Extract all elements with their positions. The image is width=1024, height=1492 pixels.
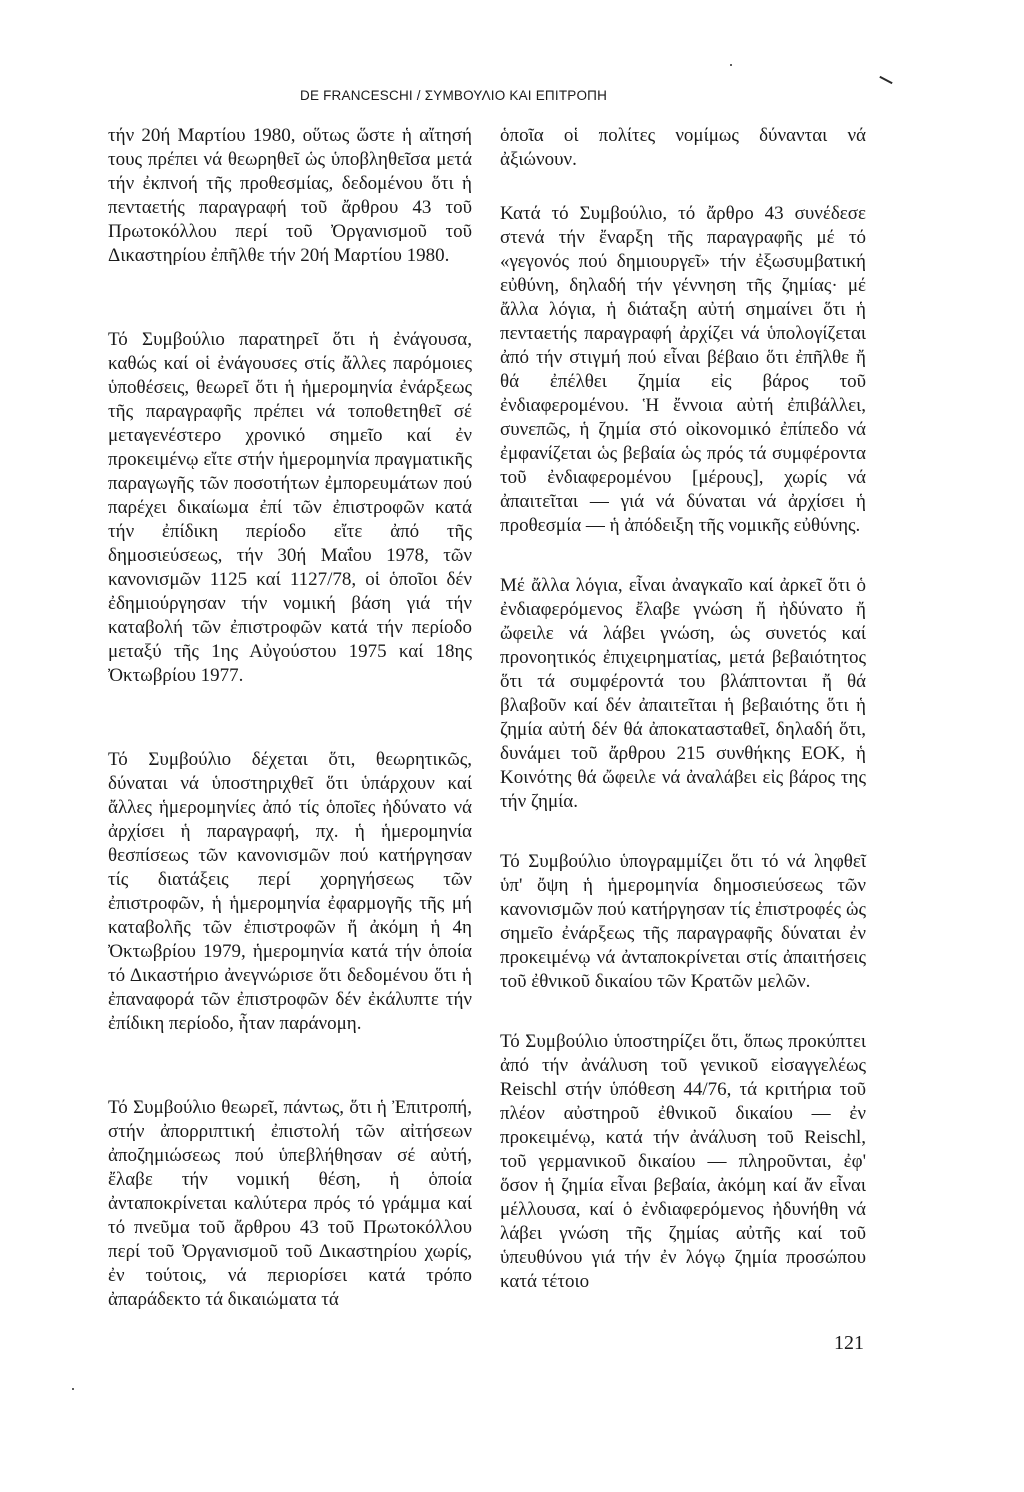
right-paragraph-4: Τό Συμβούλιο ὑπογραμμίζει ὅτι τό νά ληφθεῖ ὑπ' ὄψη ἡ ἡμερομηνία δημοσιεύσεως τῶν κανονισμῶν πού κατήργησαν τίς ἐπιστροφές ὡς σημεῖο ἐνάρξεως τῆς παραγραφῆς δύναται ἐν προκειμένῳ νά ἀνταποκρίνεται στίς ἀπαιτήσεις τοῦ ἐθνικοῦ δικαίου τῶν Κρατῶν μελῶν. bbox=[500, 851, 866, 992]
running-header: DE FRANCESCHI / ΣΥΜΒΟΥΛΙΟ ΚΑΙ ΕΠΙΤΡΟΠΗ bbox=[300, 88, 608, 103]
left-paragraph-2: Τό Συμβούλιο παρατηρεῖ ὅτι ἡ ἐνάγουσα, καθώς καί οἱ ἐνάγουσες στίς ἄλλες παρόμοιες ὑποθέσεις, θεωρεῖ ὅτι ἡ ἡμερομηνία ἐνάρξεως τῆς παραγραφῆς πρέπει νά τοποθετηθεῖ σέ μεταγενέστερο χρονικό σημεῖο καί ἐν προκειμένῳ εἴτε στήν ἡμερομηνία πραγματικῆς παραγωγῆς τῶν ποσοτήτων ἐμπορευμάτων πού παρέχει δικαίωμα ἐπί τῶν ἐπιστροφῶν κατά τήν ἐπίδικη περίοδο εἴτε ἀπό τῆς δημοσιεύσεως, τήν 30ή Μαΐου 1978, τῶν κανονισμῶν 1125 καί 1127/78, οἱ ὁποῖοι δέν ἐδημιούργησαν τήν νομική βάση γιά τήν καταβολή τῶν ἐπιστροφῶν κατά τήν περίοδο μεταξύ τῆς 1ης Αὐγούστου 1975 καί 18ης Ὀκτωβρίου 1977. bbox=[108, 329, 472, 686]
page-number: 121 bbox=[834, 1332, 864, 1354]
scan-speck bbox=[730, 64, 732, 66]
left-paragraph-4: Τό Συμβούλιο θεωρεῖ, πάντως, ὅτι ἡ Ἐπιτροπή, στήν ἀπορριπτική ἐπιστολή τῶν αἰτήσεων ἀποζημιώσεως πού ὑπεβλήθησαν σέ αὐτή, ἔλαβε τήν νομική θέση, ἡ ὁποία ἀνταποκρίνεται καλύτερα πρός τό γράμμα καί τό πνεῦμα τοῦ ἄρθρου 43 τοῦ Πρωτοκόλλου περί τοῦ Ὀργανισμοῦ τοῦ Δικαστηρίου χωρίς, ἐν τούτοις, νά περιορίσει κατά τρόπο ἀπαράδεκτο τά δικαιώματα τά bbox=[108, 1097, 472, 1310]
right-paragraph-5: Τό Συμβούλιο ὑποστηρίζει ὅτι, ὅπως προκύπτει ἀπό τήν ἀνάλυση τοῦ γενικοῦ εἰσαγγελέως Reischl στήν ὑπόθεση 44/76, τά κριτήρια τοῦ πλέον αὐστηροῦ ἐθνικοῦ δικαίου — ἐν προκειμένῳ, κατά τήν ἀνάλυση τοῦ Reischl, τοῦ γερμανικοῦ δικαίου — πληροῦνται, ἐφ' ὅσον ἡ ζημία εἶναι βεβαία, ἀκόμη καί ἄν εἶναι μέλλουσα, καί ὁ ἐνδιαφερόμενος ἠδυνήθη νά λάβει γνώση τῆς ζημίας αὐτῆς καί τοῦ ὑπευθύνου γιά τήν ἐν λόγῳ ζημία προσώπου κατά τέτοιο bbox=[500, 1031, 866, 1292]
scan-speck bbox=[72, 1388, 74, 1390]
scan-mark bbox=[879, 76, 892, 84]
left-column bbox=[108, 124, 472, 1312]
right-paragraph-3: Μέ ἄλλα λόγια, εἶναι ἀναγκαῖο καί ἀρκεῖ ὅτι ὁ ἐνδιαφερόμενος ἔλαβε γνώση ἤ ἠδύνατο ἤ ὤφειλε νά λάβει γνώση, ὡς συνετός καί προνοητικός ἐπιχειρηματίας, μετά βεβαιότητος ὅτι τά συμφέροντά του βλάπτονται ἤ θά βλαβοῦν καί δέν ἀπαιτεῖται ἡ βεβαιότης ὅτι ἡ ζημία αὐτή δέν θά ἀποκατασταθεῖ, δηλαδή ὅτι, δυνάμει τοῦ ἄρθρου 215 συνθήκης ΕΟΚ, ἡ Κοινότης θά ὤφειλε νά ἀναλάβει εἰς βάρος της τήν ζημία. bbox=[500, 575, 866, 812]
right-paragraph-2: Κατά τό Συμβούλιο, τό ἄρθρο 43 συνέδεσε στενά τήν ἔναρξη τῆς παραγραφῆς μέ τό «γεγονός πού δημιουργεῖ» τήν ἐξωσυμβατική εὐθύνη, δηλαδή τήν γέννηση τῆς ζημίας· μέ ἄλλα λόγια, ἡ διάταξη αὐτή σημαίνει ὅτι ἡ πενταετής παραγραφή ἀρχίζει νά ὑπολογίζεται ἀπό τήν στιγμή πού εἶναι βέβαιο ὅτι ἐπῆλθε ἤ θά ἐπέλθει ζημία εἰς βάρος τοῦ ἐνδιαφερομένου. Ἡ ἔννοια αὐτή ἐπιβάλλει, συνεπῶς, ἡ ζημία στό οἰκονομικό ἐπίπεδο νά ἐμφανίζεται ὡς βεβαία ὡς πρός τά συμφέροντα τοῦ ἐνδιαφερομένου [μέρους], χωρίς νά ἀπαιτεῖται — γιά νά δύναται νά ἀρχίσει ἡ προθεσμία — ἡ ἀπόδειξη τῆς νομικῆς εὐθύνης. bbox=[500, 203, 866, 536]
left-paragraph-3: Τό Συμβούλιο δέχεται ὅτι, θεωρητικῶς, δύναται νά ὑποστηριχθεῖ ὅτι ὑπάρχουν καί ἄλλες ἡμερομηνίες ἀπό τίς ὁποῖες ἠδύνατο νά ἀρχίσει ἡ παραγραφή, πχ. ἡ ἡμερομηνία θεσπίσεως τῶν κανονισμῶν πού κατήργησαν τίς διατάξεις περί χορηγήσεως τῶν ἐπιστροφῶν, ἡ ἡμερομηνία ἐφαρμογῆς τῆς μή καταβολῆς τῶν ἐπιστροφῶν ἤ ἀκόμη ἡ 4η Ὀκτωβρίου 1979, ἡμερομηνία κατά τήν ὁποία τό Δικαστήριο ἀνεγνώρισε ὅτι δεδομένου ὅτι ἡ ἐπαναφορά τῶν ἐπιστροφῶν δέν ἐκάλυπτε τήν ἐπίδικη περίοδο, ἦταν παράνομη. bbox=[108, 749, 472, 1034]
left-paragraph-1: τήν 20ή Μαρτίου 1980, οὕτως ὥστε ἡ αἴτησή τους πρέπει νά θεωρηθεῖ ὡς ὑποβληθεῖσα μετά τήν ἐκπνοή τῆς προθεσμίας, δεδομένου ὅτι ἡ πενταετής παραγραφή τοῦ ἄρθρου 43 τοῦ Πρωτοκόλλου περί τοῦ Ὀργανισμοῦ τοῦ Δικαστηρίου ἐπῆλθε τήν 20ή Μαρτίου 1980. bbox=[108, 125, 472, 266]
right-column bbox=[500, 124, 866, 1294]
right-paragraph-1: ὁποῖα οἱ πολίτες νομίμως δύνανται νά ἀξιώνουν. bbox=[500, 125, 866, 170]
